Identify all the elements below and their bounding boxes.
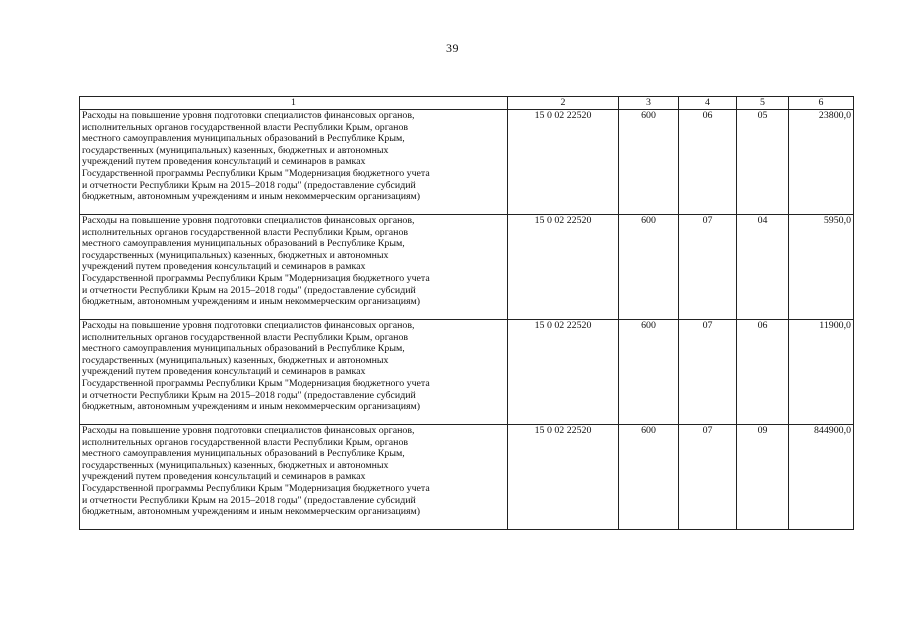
table-row	[80, 110, 854, 215]
description-line: исполнительных органов государственной власти Республики Крым, органов	[82, 436, 409, 448]
column-header-code: 2	[508, 97, 619, 110]
column-header-section: 4	[679, 97, 737, 110]
description-line: исполнительных органов государственной власти Республики Крым, органов	[82, 331, 409, 343]
subsection-code: 05	[737, 110, 789, 215]
description-line: и отчетности Республики Крым на 2015–2018 годы" (предоставление субсидий	[82, 179, 416, 191]
expense-type-code: 600	[619, 425, 679, 530]
description-line: Расходы на повышение уровня подготовки специалистов финансовых органов,	[82, 320, 415, 331]
expense-description	[80, 320, 508, 425]
expense-description	[80, 215, 508, 320]
description-line: местного самоуправления муниципальных образований в Республике Крым,	[82, 238, 405, 250]
description-line: исполнительных органов государственной власти Республики Крым, органов	[82, 226, 409, 238]
description-line: бюджетным, автономным учреждениям и иным некоммерческим организациям)	[82, 191, 421, 203]
expense-description	[80, 110, 508, 215]
amount-value: 5950,0	[789, 215, 854, 320]
description-line: бюджетным, автономным учреждениям и иным некоммерческим организациям)	[82, 296, 421, 308]
column-header-name: 1	[80, 97, 508, 110]
description-line: государственных (муниципальных) казенных, бюджетных и автономных	[82, 144, 389, 156]
description-line: и отчетности Республики Крым на 2015–2018 годы" (предоставление субсидий	[82, 389, 416, 401]
expense-description	[80, 425, 508, 530]
table-row	[80, 320, 854, 425]
expense-type-code: 600	[619, 320, 679, 425]
description-line: Государственной программы Республики Крым "Модернизация бюджетного учета	[82, 377, 430, 389]
table-body	[80, 110, 854, 530]
target-article-code: 15 0 02 22520	[508, 425, 619, 530]
column-header-expense-type: 3	[619, 97, 679, 110]
table-row	[80, 425, 854, 530]
description-line: Государственной программы Республики Крым "Модернизация бюджетного учета	[82, 167, 430, 179]
subsection-code: 09	[737, 425, 789, 530]
description-line: Расходы на повышение уровня подготовки специалистов финансовых органов,	[82, 110, 415, 121]
expense-type-code: 600	[619, 215, 679, 320]
description-line: Расходы на повышение уровня подготовки специалистов финансовых органов,	[82, 215, 415, 226]
description-line: государственных (муниципальных) казенных, бюджетных и автономных	[82, 459, 389, 471]
description-line: местного самоуправления муниципальных образований в Республике Крым,	[82, 343, 405, 355]
description-line: Государственной программы Республики Крым "Модернизация бюджетного учета	[82, 482, 430, 494]
description-line: местного самоуправления муниципальных образований в Республике Крым,	[82, 133, 405, 145]
column-header-subsection: 5	[737, 97, 789, 110]
section-code: 06	[679, 110, 737, 215]
description-line: Государственной программы Республики Крым "Модернизация бюджетного учета	[82, 272, 430, 284]
description-line: государственных (муниципальных) казенных, бюджетных и автономных	[82, 354, 389, 366]
table-header-row	[80, 97, 854, 110]
target-article-code: 15 0 02 22520	[508, 110, 619, 215]
table-row	[80, 215, 854, 320]
description-line: учреждений путем проведения консультаций и семинаров в рамках	[82, 471, 366, 483]
target-article-code: 15 0 02 22520	[508, 320, 619, 425]
description-line: местного самоуправления муниципальных образований в Республике Крым,	[82, 448, 405, 460]
expense-type-code: 600	[619, 110, 679, 215]
amount-value: 23800,0	[789, 110, 854, 215]
subsection-code: 04	[737, 215, 789, 320]
description-line: бюджетным, автономным учреждениям и иным некоммерческим организациям)	[82, 506, 421, 518]
description-line: и отчетности Республики Крым на 2015–2018 годы" (предоставление субсидий	[82, 284, 416, 296]
section-code: 07	[679, 215, 737, 320]
amount-value: 844900,0	[789, 425, 854, 530]
description-line: учреждений путем проведения консультаций и семинаров в рамках	[82, 366, 366, 378]
description-line: государственных (муниципальных) казенных, бюджетных и автономных	[82, 249, 389, 261]
subsection-code: 06	[737, 320, 789, 425]
amount-value: 11900,0	[789, 320, 854, 425]
description-line: и отчетности Республики Крым на 2015–2018 годы" (предоставление субсидий	[82, 494, 416, 506]
description-line: Расходы на повышение уровня подготовки специалистов финансовых органов,	[82, 425, 415, 436]
target-article-code: 15 0 02 22520	[508, 215, 619, 320]
description-line: учреждений путем проведения консультаций и семинаров в рамках	[82, 156, 366, 168]
section-code: 07	[679, 425, 737, 530]
description-line: исполнительных органов государственной власти Республики Крым, органов	[82, 121, 409, 133]
description-line: бюджетным, автономным учреждениям и иным некоммерческим организациям)	[82, 401, 421, 413]
budget-table	[79, 96, 854, 530]
column-header-amount: 6	[789, 97, 854, 110]
description-line: учреждений путем проведения консультаций и семинаров в рамках	[82, 261, 366, 273]
section-code: 07	[679, 320, 737, 425]
page-number: 39	[446, 41, 459, 55]
